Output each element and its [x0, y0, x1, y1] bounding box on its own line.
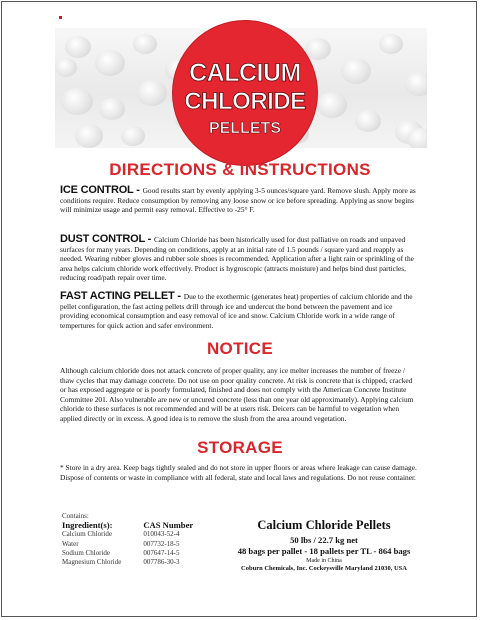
notice-text: Although calcium chloride does not attack concrete of proper quality, any ice melter increases the number of freeze / thaw cycles that may damage concrete. Do not use on poor quality concrete. At risk is concrete that is chipped, cracked or has exposed aggregate or is poorly formulated, finished and does not comply with the American Concrete Institute Committee 201. Also vulnerable are new or uncured concrete (less than one year old approximately). Applying calcium chloride to these surfaces is not recommended and will be at users risk. Deicers can be harmful to vegetation when applied directly or in excess. A good idea is to remove the slush from the area around vegetation. [60, 366, 414, 423]
pellet-shape [407, 128, 427, 148]
pellet-shape [55, 58, 77, 77]
contains-label: Contains: [62, 512, 89, 520]
dust-control-text: Calcium Chloride has been historically used for dust palliative on roads and unpaved surfaces for many years. Depending on conditions, apply at an initial rate of 1.5 pounds / square yard and reapply as needed. Wearing rubber gloves and rubber sole shoes is recommended. Application after a light rain or sprinkling of the area helps calcium chloride work effectively. Product is hygroscopic (attracts moisture) and helps bind dust particles, reducing road/path repair over time. [60, 235, 414, 283]
table-row [62, 558, 193, 567]
logo-line-3: PELLETS [208, 120, 282, 137]
pellet-shape [121, 126, 145, 146]
ingredient-name: Calcium Chloride [62, 530, 112, 539]
packaging-info: 48 bags per pallet - 18 pallets per TL - 864 bags [237, 546, 411, 556]
directions-heading: DIRECTIONS & INSTRUCTIONS [109, 160, 371, 179]
manufacturer-info: Coburn Chemicals, Inc. Cockeysville Maryland 21030, USA [241, 565, 407, 572]
fast-acting-title: FAST ACTING PELLET - [60, 290, 184, 302]
storage-text: * Store in a dry area. Keep bags tightly sealed and do not store in upper floors or areas where leakage can cause damage. Dispose of contents or waste in compliance with all federal, state and local laws and regulations. Do not reuse container. [60, 463, 417, 482]
pellet-shape [65, 36, 91, 58]
ingredients-table [62, 521, 193, 567]
table-row [62, 540, 193, 549]
notice-heading: NOTICE [206, 339, 274, 358]
cas-header: CAS Number [143, 520, 194, 531]
cas-number: 010043-52-4 [143, 530, 180, 539]
net-weight: 50 lbs / 22.7 kg net [290, 535, 358, 545]
pellet-shape [75, 124, 103, 148]
fast-acting-section [60, 292, 420, 330]
dust-control-title: DUST CONTROL - [60, 233, 154, 245]
ice-control-section [60, 186, 420, 215]
product-info-block [228, 518, 420, 573]
pellet-shape [99, 98, 125, 120]
ingredient-name: Sodium Chloride [62, 548, 111, 557]
red-dot-mark [59, 16, 62, 19]
ingredient-name: Magnesium Chloride [62, 558, 122, 567]
ingredients-block [62, 512, 193, 567]
table-row [62, 530, 193, 539]
storage-heading: STORAGE [197, 438, 283, 457]
table-row [62, 549, 193, 558]
ice-control-text: Good results start by evenly applying 3-5 ounces/square yard. Remove slush. Apply more as conditions require. Reduce consumption by removing any loose snow or ice before spreading. Applying as snow begins will minimize usage and permit easy removal. Effective to -25° F. [60, 186, 416, 215]
cas-number: 007647-14-5 [143, 548, 180, 557]
calcium-chloride-logo [173, 21, 317, 165]
country-of-origin: Made in China [306, 558, 342, 564]
pellet-shape [137, 80, 167, 106]
product-name: Calcium Chloride Pellets [257, 518, 391, 532]
ice-control-title: ICE CONTROL - [60, 184, 143, 196]
pellet-shape [317, 92, 347, 118]
pellet-shape [379, 34, 403, 54]
pellet-shape [341, 58, 371, 84]
cas-number: 007786-30-3 [143, 558, 180, 567]
pellet-shape [95, 50, 125, 76]
pellet-shape [61, 88, 93, 115]
pellet-shape [355, 110, 381, 132]
ingredient-header: Ingredient(s): [62, 520, 113, 531]
dust-control-section [60, 235, 420, 283]
logo-line-2: CHLORIDE [184, 88, 306, 115]
cas-number: 007732-18-5 [143, 539, 180, 548]
pellet-shape [133, 34, 157, 54]
fast-acting-text: Due to the exothermic (generates heat) properties of calcium chloride and the pellet configuration, the fast acting pellets drill through ice and undercut the bond between the pavement and ice providing economical consumption and easy removal of ice and snow. Calcium Chloride work in a wide range of tempertures for quick action and safer environment. [60, 292, 413, 330]
logo-line-1: CALCIUM [189, 59, 301, 87]
ingredient-name: Water [62, 539, 79, 548]
pellet-shape [405, 72, 427, 96]
